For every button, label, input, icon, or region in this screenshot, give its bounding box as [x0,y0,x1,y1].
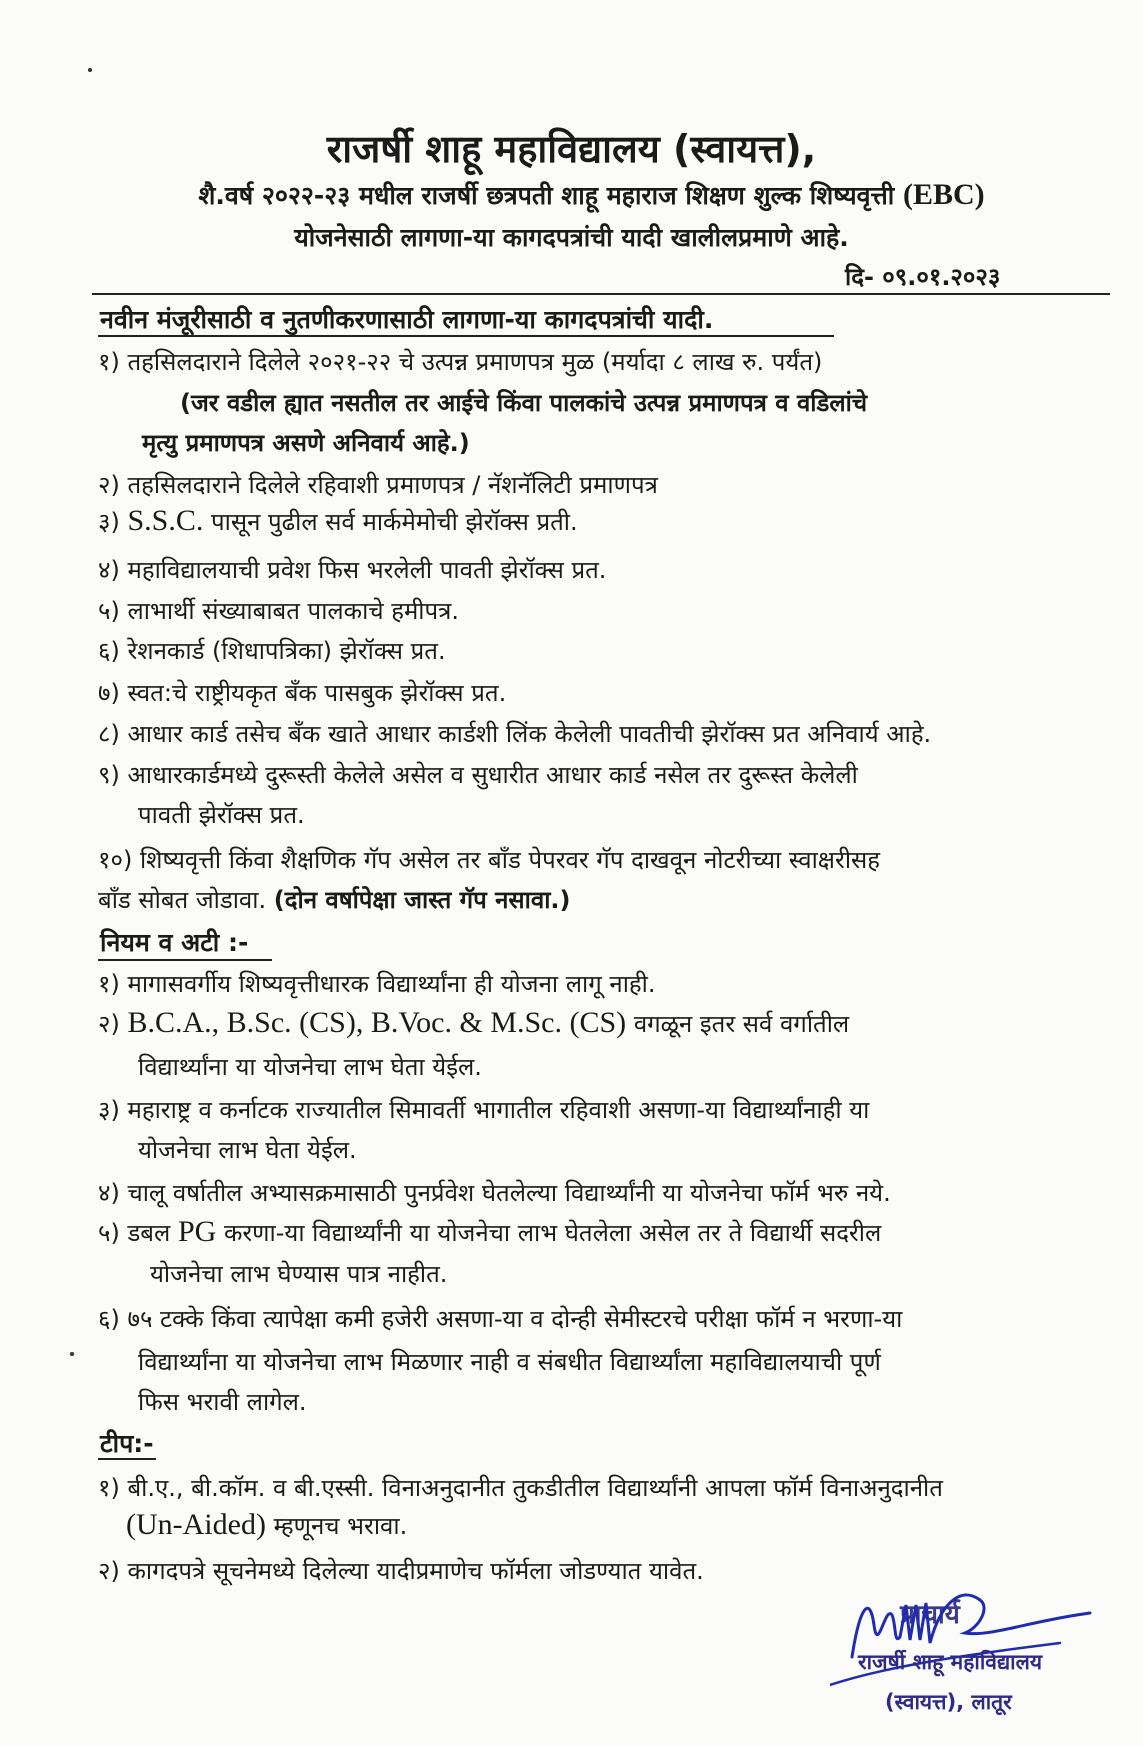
doc-item-9: ९) आधारकार्डमध्ये दुरूस्ती केलेले असेल व सुधारीत आधार कार्ड नसेल तर दुरूस्त केलेली [98,761,858,789]
rule-5-pg: PG [177,1215,217,1248]
doc-item-3-ssc: S.S.C. [127,504,204,537]
notice-date: दि- ०९.०१.२०२३ [845,263,1001,291]
doc-item-2: २) तहसिलदाराने दिलेले रहिवाशी प्रमाणपत्र / नॅशनॅलिटी प्रमाणपत्र [98,471,658,499]
rule-5-c: करणा-या विद्यार्थ्यांनी या योजनेचा लाभ घेतलेला असेल तर ते विद्यार्थी सदरील [223,1219,882,1247]
stamp-title: प्राचार्य [900,1600,960,1630]
stamp-location: (स्वायत्त), लातूर [885,1690,1012,1714]
scheme-title-text: शै.वर्ष २०२२-२३ मधील राजर्षी छत्रपती शाहू महाराज शिक्षण शुल्क शिष्यवृत्ती [198,181,895,210]
doc-item-5: ५) लाभार्थी संख्याबाबत पालकाचे हमीपत्र. [98,597,460,625]
doc-item-1-note-cont: मृत्यु प्रमाणपत्र असणे अनिवार्य आहे.) [142,429,470,457]
notes-heading-underline [98,1458,156,1460]
scan-speck [88,68,92,72]
doc-item-3 [98,504,578,538]
note-2: २) कागदपत्रे सूचनेमध्ये दिलेल्या यादीप्रमाणेच फॉर्मला जोडण्यात यावेत. [98,1557,704,1585]
doc-item-10-cont [98,883,571,916]
rules-heading-underline [98,959,272,961]
rule-1: १) मागासवर्गीय शिष्यवृत्तीधारक विद्यार्थ्यांना ही योजना लागू नाही. [98,970,656,998]
rule-6: ६) ७५ टक्के किंवा त्यापेक्षा कमी हजेरी असणा-या व दोन्ही सेमीस्टरचे परीक्षा फॉर्म न भरणा-या [98,1305,903,1333]
doc-item-7: ७) स्वत:चे राष्ट्रीयकृत बँक पासबुक झेरॉक्स प्रत. [98,679,507,707]
rule-2-num: २) [98,1010,120,1038]
documents-heading-underline [98,335,834,337]
doc-item-8: ८) आधार कार्ड तसेच बँक खाते आधार कार्डशी लिंक केलेली पावतीची झेरॉक्स प्रत अनिवार्य आहे. [98,720,932,748]
doc-item-10-text: बॉंड सोबत जोडावा. [98,886,267,914]
rule-5 [98,1215,881,1249]
note-1-text: म्हणूनच भरावा. [273,1512,408,1540]
doc-item-3-text: पासून पुढील सर्व मार्कमेमोची झेरॉक्स प्रती. [211,508,578,536]
rule-5-cont: योजनेचा लाभ घेण्यास पात्र नाहीत. [150,1260,448,1288]
notes-heading: टीप:- [100,1429,154,1458]
doc-item-10: १०) शिष्यवृत्ती किंवा शैक्षणिक गॅप असेल तर बॉंड पेपरवर गॅप दाखवून नोटरीच्या स्वाक्षरीसह [98,846,881,874]
doc-item-4: ४) महाविद्यालयाची प्रवेश फिस भरलेली पावती झेरॉक्स प्रत. [98,556,607,584]
stamp-college-name: राजर्षी शाहू महाविद्यालय [858,1650,1043,1674]
header-divider [92,293,1110,295]
rule-2-text: वगळून इतर सर्व वर्गातील [633,1010,850,1038]
doc-item-3-num: ३) [98,508,120,536]
rule-2-courses: B.C.A., B.Sc. (CS), B.Voc. & M.Sc. (CS) [127,1006,627,1039]
doc-item-6: ६) रेशनकार्ड (शिधापत्रिका) झेरॉक्स प्रत. [98,637,446,665]
rule-6-cont: विद्यार्थ्यांना या योजनेचा लाभ मिळणार नाही व संबधीत विद्यार्थ्यांला महाविद्यालयाची पूर्ण [138,1348,881,1376]
rule-3-cont: योजनेचा लाभ घेता येईल. [138,1136,357,1164]
rule-6-cont2: फिस भरावी लागेल. [138,1388,307,1416]
scheme-title [40,178,1143,212]
rules-heading: नियम व अटी :- [100,928,249,957]
documents-heading: नवीन मंजूरीसाठी व नुतणीकरणासाठी लागणा-या कागदपत्रांची यादी. [100,305,714,334]
scan-speck [70,1352,74,1356]
doc-item-1: १) तहसिलदाराने दिलेले २०२१-२२ चे उत्पन्न प्रमाणपत्र मुळ (मर्यादा ८ लाख रु. पर्यंत) [98,348,823,376]
note-1: १) बी.ए., बी.कॉम. व बी.एस्सी. विनाअनुदानीत तुकडीतील विद्यार्थ्यांनी आपला फॉर्म विनाअनुदानीत [98,1474,943,1502]
doc-item-9-cont: पावती झेरॉक्स प्रत. [138,801,305,829]
scheme-subtitle: योजनेसाठी लागणा-या कागदपत्रांची यादी खालीलप्रमाणे आहे. [294,223,849,252]
doc-item-1-note: (जर वडील ह्यात नसतील तर आईचे किंवा पालकांचे उत्पन्न प्रमाणपत्र व वडिलांचे [180,389,868,417]
institution-title: राजर्षी शाहू महाविद्यालय (स्वायत्त), [326,127,817,171]
rule-2-cont: विद्यार्थ्यांना या योजनेचा लाभ घेता येईल. [138,1053,482,1081]
doc-item-10-note: (दोन वर्षापेक्षा जास्त गॅप नसावा.) [273,886,571,914]
rule-3: ३) महाराष्ट्र व कर्नाटक राज्यातील सिमावर्ती भागातील रहिवाशी असणा-या विद्यार्थ्यांनाही या [98,1096,870,1124]
note-1-unaided: (Un-Aided) [126,1508,266,1541]
scheme-code: (EBC) [902,178,985,211]
note-1-cont [126,1508,407,1542]
rule-2 [98,1006,849,1040]
rule-5-a: ५) डबल [98,1219,171,1247]
rule-4: ४) चालू वर्षातील अभ्यासक्रमासाठी पुनर्प्रवेश घेतलेल्या विद्यार्थ्यांनी या योजनेचा फॉर्म भरु नये. [98,1179,891,1207]
